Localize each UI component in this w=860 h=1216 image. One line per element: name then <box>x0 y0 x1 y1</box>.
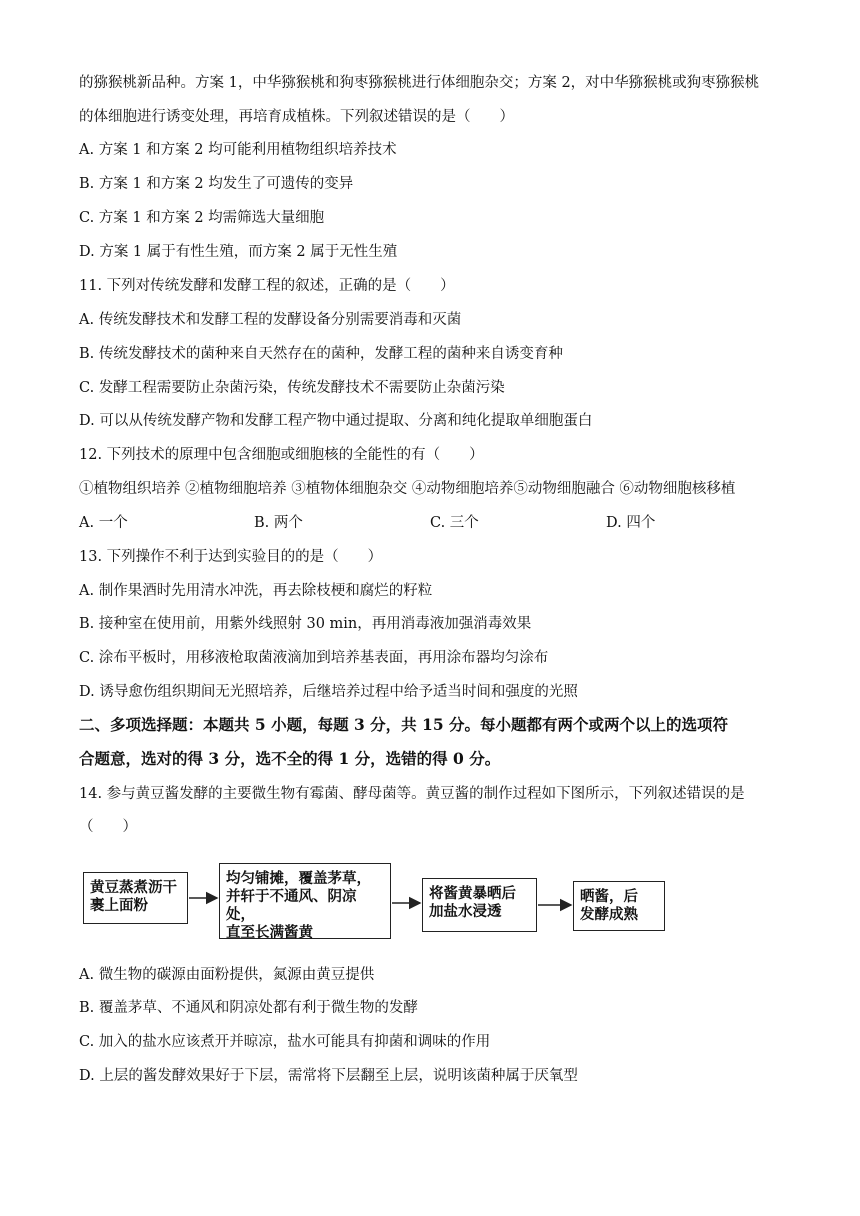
section2-heading-line2: 合题意，选对的得 3 分，选不全的得 1 分，选错的得 0 分。 <box>79 749 501 768</box>
q11-option-a: A. 传统发酵技术和发酵工程的发酵设备分别需要消毒和灭菌 <box>79 312 462 328</box>
q11-option-c: C. 发酵工程需要防止杂菌污染，传统发酵技术不需要防止杂菌污染 <box>79 380 505 396</box>
flow-step-2-line2: 并轩于不通风、阴凉处， <box>226 889 357 923</box>
q12-stem: 12. 下列技术的原理中包含细胞或细胞核的全能性的有（ ） <box>79 447 484 463</box>
q13-stem: 13. 下列操作不利于达到实验目的的是（ ） <box>79 549 383 565</box>
q10-option-c: C. 方案 1 和方案 2 均需筛选大量细胞 <box>79 210 325 226</box>
q14-option-b: B. 覆盖茅草、不通风和阴凉处都有利于微生物的发酵 <box>79 1000 418 1016</box>
flow-step-1-line1: 黄豆蒸煮沥干 <box>90 880 177 896</box>
flow-step-1-line2: 裹上面粉 <box>90 898 148 914</box>
q14-option-d: D. 上层的酱发酵效果好于下层，需常将下层翻至上层，说明该菌种属于厌氧型 <box>79 1068 578 1084</box>
q10-option-a: A. 方案 1 和方案 2 均可能利用植物组织培养技术 <box>79 142 397 158</box>
q14-stem-line1: 14. 参与黄豆酱发酵的主要微生物有霉菌、酵母菌等。黄豆酱的制作过程如下图所示，下列叙述错误的是 <box>79 786 745 802</box>
q14-option-a: A. 微生物的碳源由面粉提供，氮源由黄豆提供 <box>79 967 375 983</box>
q10-stem-line1: 的猕猴桃新品种。方案 1，中华猕猴桃和狗枣猕猴桃进行体细胞杂交；方案 2，对中华猕猴桃或狗枣猕猴桃 <box>79 75 760 91</box>
q11-option-d: D. 可以从传统发酵产物和发酵工程产物中通过提取、分离和纯化提取单细胞蛋白 <box>79 413 593 429</box>
flow-step-3-line1: 将酱黄暴晒后 <box>429 886 516 902</box>
q10-option-d: D. 方案 1 属于有性生殖，而方案 2 属于无性生殖 <box>79 244 398 260</box>
q12-option-b: B. 两个 <box>254 515 303 531</box>
q13-option-c: C. 涂布平板时，用移液枪取菌液滴加到培养基表面，再用涂布器均匀涂布 <box>79 650 549 666</box>
q12-option-d: D. 四个 <box>606 515 656 531</box>
flow-step-2-line3: 直至长满酱黄 <box>226 925 313 941</box>
flow-step-2-line1: 均匀铺摊，覆盖茅草， <box>226 871 371 887</box>
flow-step-3-line2: 加盐水浸透 <box>429 904 502 920</box>
q13-option-d: D. 诱导愈伤组织期间无光照培养，后继培养过程中给予适当时间和强度的光照 <box>79 684 578 700</box>
q13-option-b: B. 接种室在使用前，用紫外线照射 30 min，再用消毒液加强消毒效果 <box>79 616 532 632</box>
q13-option-a: A. 制作果酒时先用清水冲洗，再去除枝梗和腐烂的籽粒 <box>79 583 433 599</box>
flow-step-4-line2: 发酵成熟 <box>580 907 638 923</box>
q14-stem-line2: （ ） <box>79 819 137 835</box>
section2-heading-line1: 二、多项选择题：本题共 5 小题，每题 3 分，共 15 分。每小题都有两个或两个以上的选项符 <box>79 715 729 734</box>
q11-stem: 11. 下列对传统发酵和发酵工程的叙述，正确的是（ ） <box>79 278 455 294</box>
q14-option-c: C. 加入的盐水应该煮开并晾凉，盐水可能具有抑菌和调味的作用 <box>79 1034 491 1050</box>
q12-option-c: C. 三个 <box>430 515 479 531</box>
flow-step-4-line1: 晒酱，后 <box>580 889 638 905</box>
q10-option-b: B. 方案 1 和方案 2 均发生了可遗传的变异 <box>79 176 354 192</box>
q12-items: ①植物组织培养 ②植物细胞培养 ③植物体细胞杂交 ④动物细胞培养⑤动物细胞融合 ⑥动物细胞核移植 <box>79 481 736 497</box>
q10-stem-line2: 的体细胞进行诱变处理，再培育成植株。下列叙述错误的是（ ） <box>79 109 514 125</box>
q11-option-b: B. 传统发酵技术的菌种来自天然存在的菌种，发酵工程的菌种来自诱变育种 <box>79 346 563 362</box>
q12-option-a: A. 一个 <box>79 515 128 531</box>
